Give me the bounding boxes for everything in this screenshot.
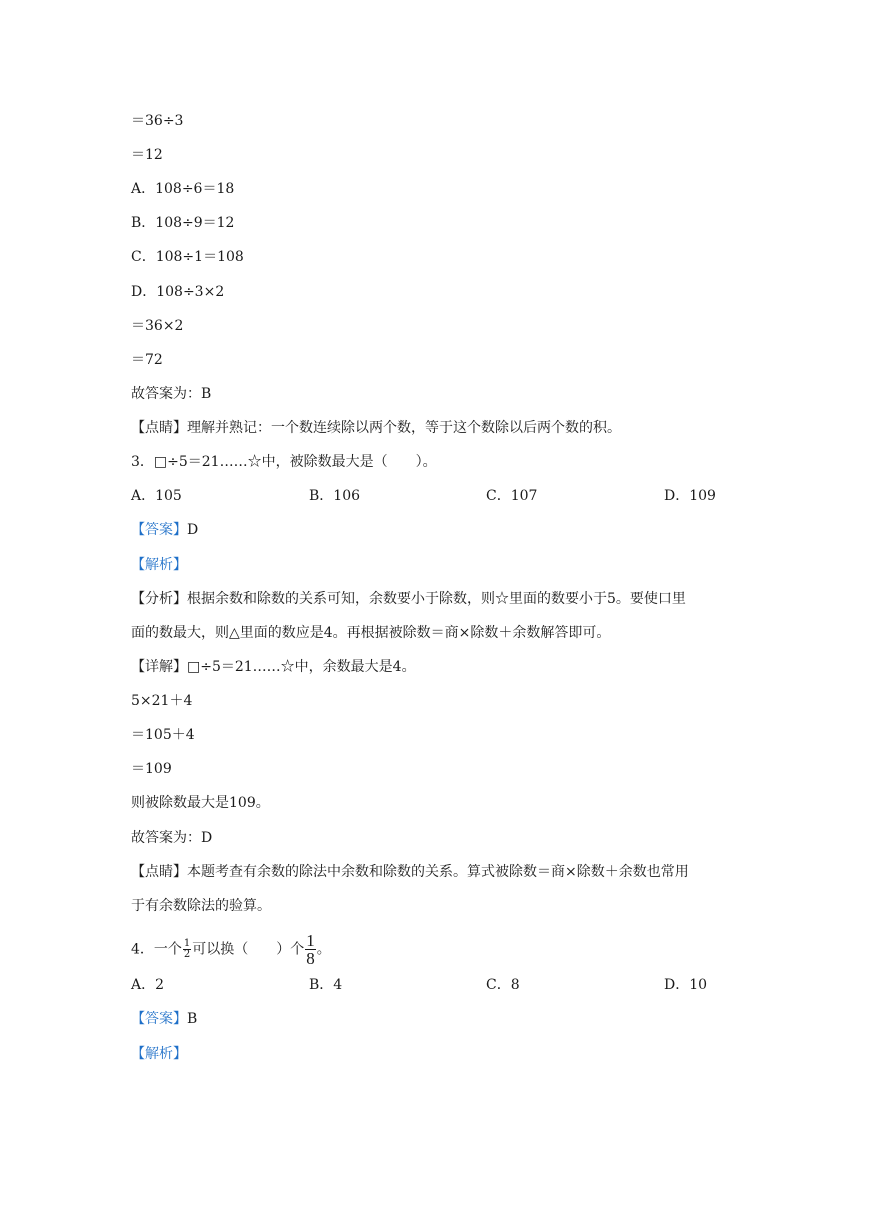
q3-fenxi-line1: [131, 589, 686, 609]
xiangjie-tag: 【详解】: [131, 659, 187, 675]
q4-stem: [131, 932, 331, 967]
option-c-calc: C．108÷1＝108: [131, 249, 244, 265]
q3-fenxi-line2: 面的数最大，则△里面的数应是4。再根据被除数＝商×除数＋余数解答即可。: [131, 625, 611, 641]
q4-option-d: D．10: [664, 977, 708, 993]
calc-line: ＝72: [131, 352, 163, 368]
q3-option-a: A．105: [131, 488, 182, 504]
fraction-denominator: 8: [306, 949, 315, 968]
q3-stem: 3．□÷5＝21……☆中，被除数最大是（ ）。: [131, 454, 437, 470]
q4-option-c: C．8: [486, 977, 520, 993]
fraction-one-half: [183, 939, 191, 960]
dianjing-text: 理解并熟记：一个数连续除以两个数，等于这个数除以后两个数的积。: [187, 420, 621, 436]
q3-calc-3: ＝109: [131, 761, 172, 777]
option-a-calc: A．108÷6＝18: [131, 181, 235, 197]
fenxi-text-1: 根据余数和除数的关系可知，余数要小于除数，则☆里面的数要小于5。要使口里: [187, 591, 686, 607]
q4-option-a: A．2: [131, 977, 165, 993]
jiexi-tag: 【解析】: [131, 557, 187, 573]
q3-calc-1: 5×21＋4: [131, 693, 193, 709]
dianjing-tag: 【点睛】: [131, 864, 187, 880]
fenxi-tag: 【分析】: [131, 591, 187, 607]
q3-option-c: C．107: [486, 488, 538, 504]
answer-value: B: [187, 1011, 198, 1027]
fraction-numerator: 1: [306, 931, 315, 950]
q4-answer: [131, 1009, 197, 1029]
q3-option-d: D．109: [664, 488, 716, 504]
option-d-calc: D．108÷3×2: [131, 284, 225, 300]
q3-calc-2: ＝105＋4: [131, 727, 195, 743]
calc-line: ＝12: [131, 147, 163, 163]
answer-tag: 【答案】: [131, 522, 187, 538]
q2-dianjing: [131, 418, 621, 438]
answer-value: D: [187, 522, 199, 538]
fraction-denominator: 2: [183, 949, 191, 960]
q3-final: 故答案为：D: [131, 830, 213, 846]
q4-stem-prefix: 4．一个: [131, 941, 182, 958]
fraction-one-eighth: [305, 932, 316, 967]
fraction-numerator: 1: [183, 938, 191, 949]
answer-tag: 【答案】: [131, 1011, 187, 1027]
q3-dianjing-line2: 于有余数除法的验算。: [131, 898, 271, 914]
jiexi-tag: 【解析】: [131, 1046, 187, 1062]
dianjing-text-1: 本题考查有余数的除法中余数和除数的关系。算式被除数＝商×除数＋余数也常用: [187, 864, 689, 880]
q4-option-b: B．4: [309, 977, 343, 993]
q3-option-b: B．106: [309, 488, 361, 504]
q3-jiexi: [131, 555, 187, 575]
q3-answer: [131, 520, 198, 540]
q3-conclusion: 则被除数最大是109。: [131, 795, 270, 811]
q3-xiangjie: [131, 657, 416, 677]
dianjing-tag: 【点睛】: [131, 420, 187, 436]
q4-jiexi: [131, 1044, 187, 1064]
xiangjie-text: □÷5＝21……☆中，余数最大是4。: [187, 659, 416, 675]
calc-line: ＝36×2: [131, 318, 184, 334]
q3-dianjing-line1: [131, 862, 689, 882]
q4-stem-mid: 可以换（ ）个: [192, 941, 305, 958]
option-b-calc: B．108÷9＝12: [131, 215, 235, 231]
q4-stem-suffix: 。: [316, 941, 331, 958]
final-answer: 故答案为：B: [131, 386, 212, 402]
calc-line: ＝36÷3: [131, 113, 184, 129]
